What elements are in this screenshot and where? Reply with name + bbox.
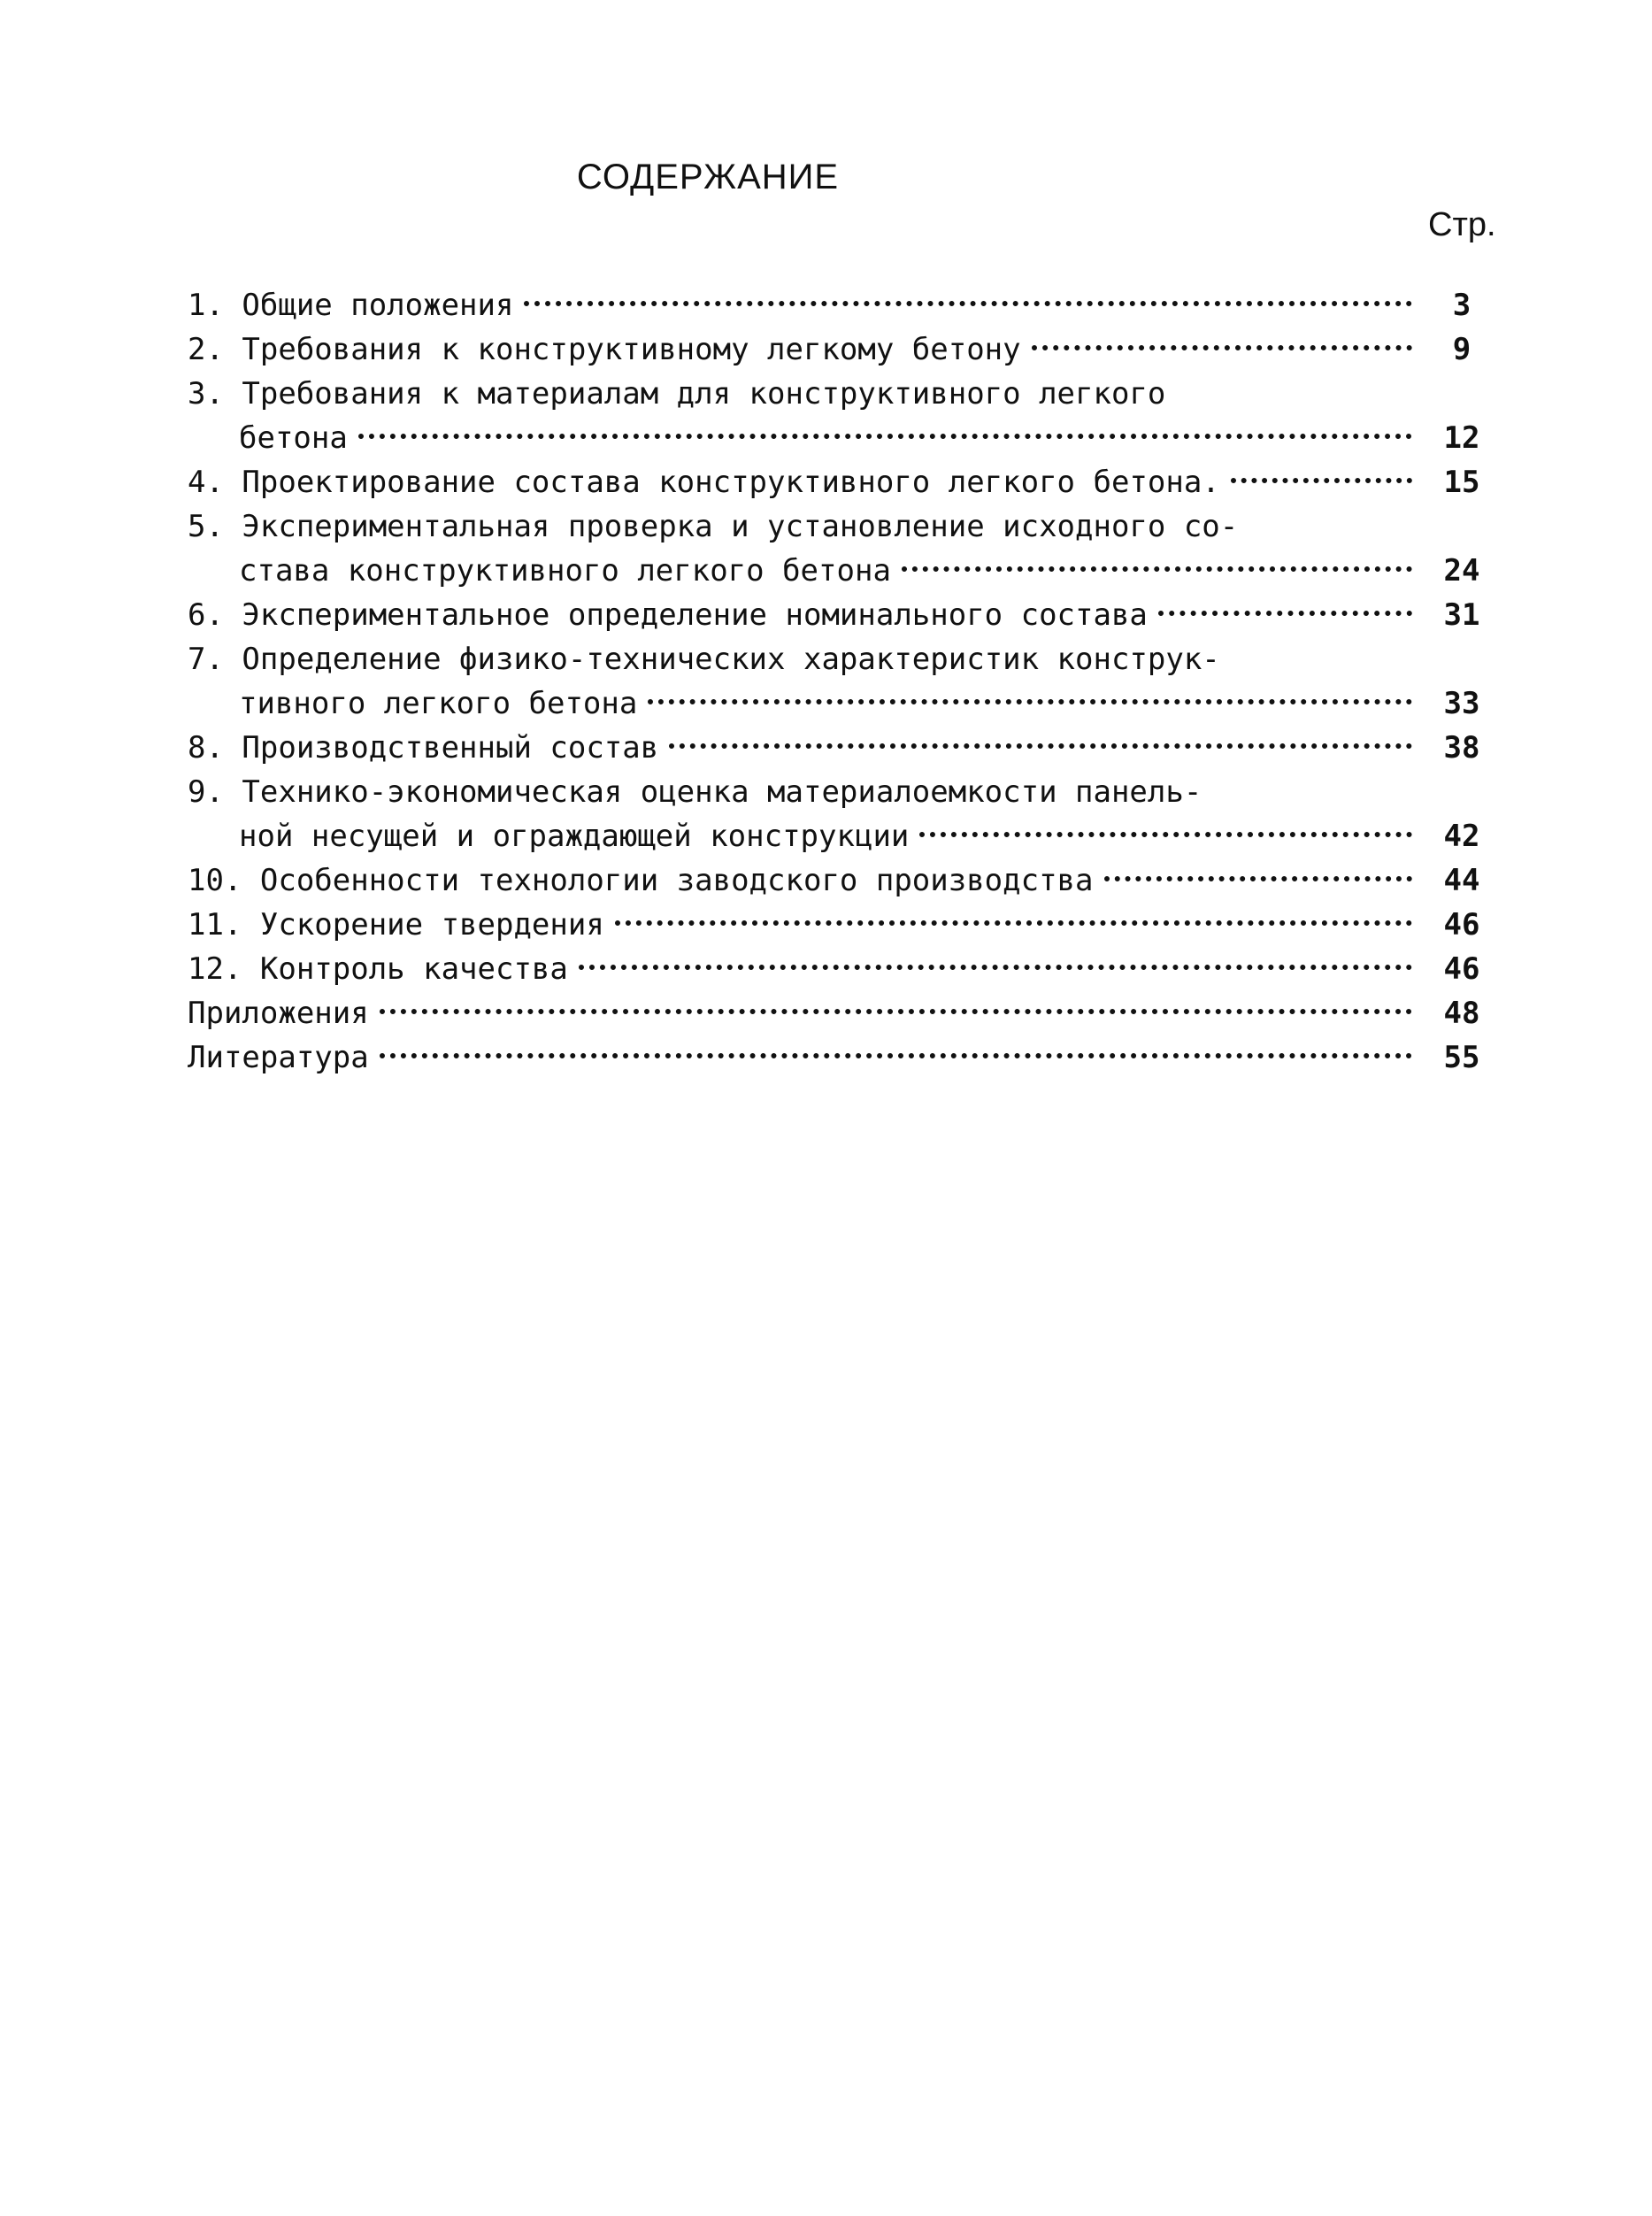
- toc-entry-title: 5. Экспериментальная проверка и установление исходного со-: [188, 509, 1239, 544]
- dot-leader: [524, 301, 1412, 306]
- dot-leader: [1231, 478, 1412, 483]
- toc-page-number: 9: [1452, 332, 1471, 367]
- dot-leader: [615, 920, 1412, 926]
- toc-page-number: 33: [1443, 686, 1480, 721]
- toc-entry-title: 7. Определение физико-технических характеристик конструк-: [188, 642, 1220, 677]
- toc-entry[interactable]: [188, 372, 1497, 460]
- toc-entry-title-cont: тивного легкого бетона: [239, 686, 638, 721]
- page-column-header: Стр.: [1428, 206, 1496, 243]
- toc-page-number: 44: [1443, 863, 1480, 898]
- toc-entry[interactable]: [188, 593, 1497, 637]
- toc-entry-title: 4. Проектирование состава конструктивного легкого бетона.: [188, 465, 1220, 500]
- toc-entry-title-cont: ной несущей и ограждающей конструкции: [239, 819, 910, 854]
- toc-page-number: 46: [1443, 907, 1480, 943]
- dot-leader: [902, 566, 1412, 572]
- toc-page-number: 46: [1443, 951, 1480, 987]
- toc-entry-title: Приложения: [188, 996, 369, 1031]
- toc-entry-title-cont: бетона: [239, 420, 348, 456]
- toc-entry[interactable]: [188, 327, 1497, 372]
- dot-leader: [1032, 345, 1412, 350]
- toc-entry[interactable]: [188, 637, 1497, 726]
- table-of-contents: [188, 283, 1497, 1080]
- toc-entry[interactable]: [188, 283, 1497, 327]
- dot-leader: [1158, 611, 1412, 616]
- dot-leader: [1104, 876, 1413, 881]
- toc-entry-title: 1. Общие положения: [188, 288, 514, 323]
- dot-leader: [669, 743, 1412, 749]
- toc-entry[interactable]: [188, 858, 1497, 903]
- toc-entry[interactable]: [188, 991, 1497, 1035]
- toc-entry-title: 2. Требования к конструктивному легкому бетону: [188, 332, 1021, 367]
- toc-page-number: 38: [1443, 730, 1480, 766]
- toc-entry-title: 10. Особенности технологии заводского производства: [188, 863, 1094, 898]
- dot-leader: [919, 832, 1412, 837]
- toc-entry-title: 3. Требования к материалам для конструктивного легкого: [188, 376, 1166, 412]
- toc-page-number: 55: [1443, 1040, 1480, 1075]
- toc-page-number: 48: [1443, 996, 1480, 1031]
- toc-entry-title: 9. Технико-экономическая оценка материалоемкости панель-: [188, 774, 1203, 810]
- dot-leader: [380, 1053, 1412, 1058]
- toc-entry-title: 12. Контроль качества: [188, 951, 568, 987]
- toc-entry[interactable]: [188, 1035, 1497, 1080]
- toc-entry[interactable]: [188, 903, 1497, 947]
- dot-leader: [380, 1009, 1412, 1014]
- toc-page-number: 42: [1443, 819, 1480, 854]
- page-title: СОДЕРЖАНИЕ: [576, 158, 840, 196]
- toc-page-number: 15: [1443, 465, 1480, 500]
- toc-entry[interactable]: [188, 770, 1497, 858]
- toc-entry-title: 11. Ускорение твердения: [188, 907, 604, 943]
- toc-entry[interactable]: [188, 460, 1497, 504]
- toc-entry-title: Литература: [188, 1040, 369, 1075]
- toc-page-number: 3: [1452, 288, 1471, 323]
- toc-page-number: 31: [1443, 597, 1480, 633]
- toc-entry-title: 8. Производственный состав: [188, 730, 659, 766]
- dot-leader: [648, 699, 1412, 704]
- dot-leader: [358, 434, 1412, 439]
- toc-page-number: 12: [1443, 420, 1480, 456]
- toc-entry-title-cont: става конструктивного легкого бетона: [239, 553, 891, 589]
- toc-page-number: 24: [1443, 553, 1480, 589]
- toc-entry[interactable]: [188, 726, 1497, 770]
- toc-entry[interactable]: [188, 947, 1497, 991]
- toc-entry[interactable]: [188, 504, 1497, 593]
- toc-entry-title: 6. Экспериментальное определение номинального состава: [188, 597, 1148, 633]
- dot-leader: [579, 965, 1412, 970]
